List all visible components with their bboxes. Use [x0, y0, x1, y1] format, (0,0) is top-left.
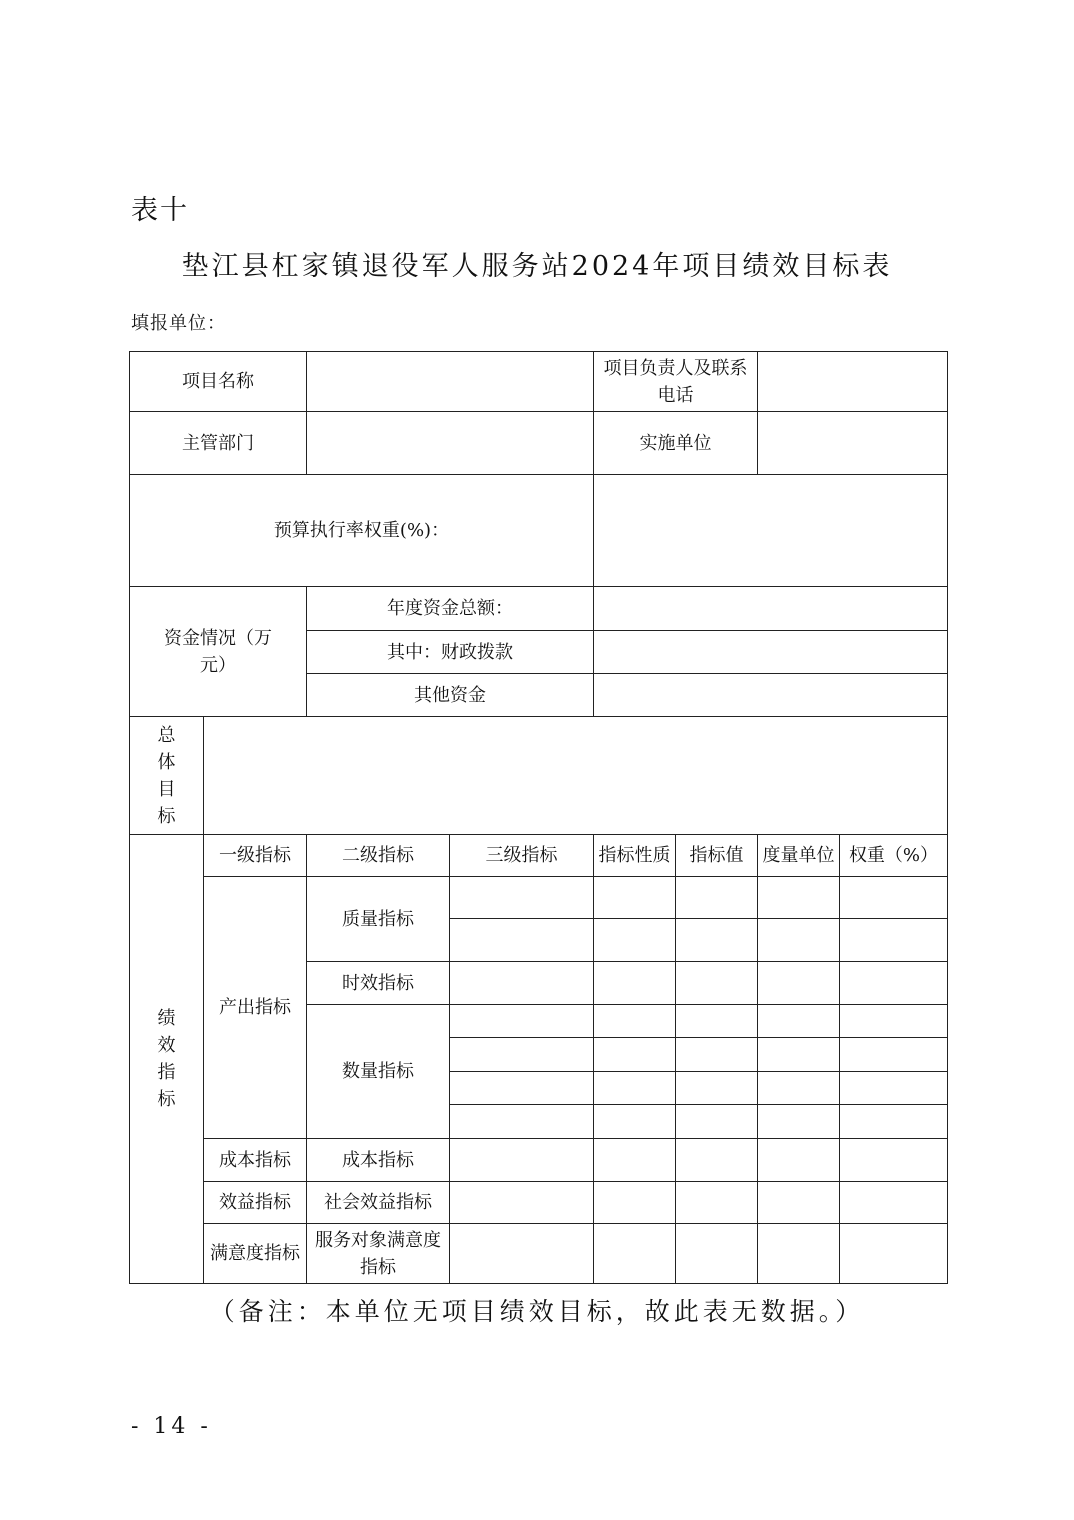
table-cell [450, 1182, 594, 1224]
table-cell [840, 1072, 948, 1105]
fiscal-funds-label: 其中：财政拨款 [307, 631, 594, 674]
table-cell [840, 877, 948, 919]
table-cell [676, 919, 758, 962]
table-cell [594, 962, 676, 1005]
table-cell [450, 1005, 594, 1038]
table-cell [840, 1224, 948, 1284]
table-cell [676, 1224, 758, 1284]
budget-weight-label: 预算执行率权重(%)： [130, 475, 594, 587]
table-cell [758, 962, 840, 1005]
table-cell [676, 1005, 758, 1038]
table-cell [758, 1005, 840, 1038]
table-cell [758, 877, 840, 919]
output-indicator: 产出指标 [204, 877, 307, 1139]
table-cell [676, 962, 758, 1005]
table-cell [450, 1038, 594, 1072]
table-cell [758, 1139, 840, 1182]
page-number: - 14 - [131, 1414, 212, 1439]
table-cell [676, 1139, 758, 1182]
fill-unit-label: 填报单位： [131, 313, 226, 334]
table-cell [840, 1139, 948, 1182]
supervising-dept-label: 主管部门 [130, 412, 307, 475]
fiscal-funds-value [594, 631, 948, 674]
table-cell [758, 1072, 840, 1105]
project-leader-value [758, 352, 948, 412]
timeliness-indicator: 时效指标 [307, 962, 450, 1005]
annual-total-label: 年度资金总额： [307, 587, 594, 631]
table-cell [594, 877, 676, 919]
table-cell [450, 962, 594, 1005]
table-cell [450, 919, 594, 962]
table-cell [758, 1038, 840, 1072]
table-cell [450, 1224, 594, 1284]
overall-goal-label [130, 717, 204, 835]
quantity-indicator: 数量指标 [307, 1005, 450, 1139]
table-cell [676, 877, 758, 919]
table-cell [594, 1038, 676, 1072]
satisfaction-indicator: 满意度指标 [204, 1224, 307, 1284]
col-header-level1: 一级指标 [204, 835, 307, 877]
service-satisfaction-indicator: 服务对象满意度指标 [307, 1224, 450, 1284]
social-benefit-indicator: 社会效益指标 [307, 1182, 450, 1224]
project-leader-label: 项目负责人及联系电话 [594, 352, 758, 412]
table-cell [594, 1182, 676, 1224]
table-number: 表十 [131, 195, 189, 226]
funds-label-text: 资金情况（万元） [164, 627, 272, 676]
table-cell [840, 919, 948, 962]
col-header-level3: 三级指标 [450, 835, 594, 877]
table-cell [676, 1182, 758, 1224]
table-cell [676, 1038, 758, 1072]
perf-indicators-label [130, 835, 204, 1284]
cost-indicator-level1: 成本指标 [204, 1139, 307, 1182]
table-cell [676, 1105, 758, 1139]
table-cell [840, 1038, 948, 1072]
table-cell [594, 1072, 676, 1105]
table-cell [594, 919, 676, 962]
col-header-nature: 指标性质 [594, 835, 676, 877]
col-header-level2: 二级指标 [307, 835, 450, 877]
footnote: （备注：本单位无项目绩效目标，故此表无数据。） [209, 1297, 865, 1326]
table-cell [450, 877, 594, 919]
annual-total-value [594, 587, 948, 631]
overall-goal-text: 总体目标 [157, 724, 176, 827]
implementing-unit-value [758, 412, 948, 475]
other-funds-value [594, 674, 948, 717]
cost-indicator-level2: 成本指标 [307, 1139, 450, 1182]
benefit-indicator: 效益指标 [204, 1182, 307, 1224]
overall-goal-value [204, 717, 948, 835]
supervising-dept-value [307, 412, 594, 475]
table-cell [450, 1139, 594, 1182]
document-title: 垫江县杠家镇退役军人服务站2024年项目绩效目标表 [181, 251, 893, 282]
table-cell [840, 962, 948, 1005]
other-funds-label: 其他资金 [307, 674, 594, 717]
table-cell [450, 1105, 594, 1139]
table-cell [758, 919, 840, 962]
table-cell [594, 1224, 676, 1284]
quality-indicator: 质量指标 [307, 877, 450, 962]
performance-target-table [129, 351, 948, 1284]
table-cell [758, 1224, 840, 1284]
table-cell [594, 1005, 676, 1038]
table-cell [594, 1105, 676, 1139]
table-cell [676, 1072, 758, 1105]
table-cell [840, 1182, 948, 1224]
implementing-unit-label: 实施单位 [594, 412, 758, 475]
project-name-value [307, 352, 594, 412]
table-cell [840, 1105, 948, 1139]
budget-weight-value [594, 475, 948, 587]
table-cell [594, 1139, 676, 1182]
table-cell [758, 1182, 840, 1224]
perf-indicators-text: 绩效指标 [157, 1008, 176, 1110]
funds-label [130, 587, 307, 717]
project-name-label: 项目名称 [130, 352, 307, 412]
table-cell [450, 1072, 594, 1105]
table-cell [758, 1105, 840, 1139]
col-header-unit: 度量单位 [758, 835, 840, 877]
table-cell [840, 1005, 948, 1038]
col-header-weight: 权重（%） [840, 835, 948, 877]
col-header-value: 指标值 [676, 835, 758, 877]
